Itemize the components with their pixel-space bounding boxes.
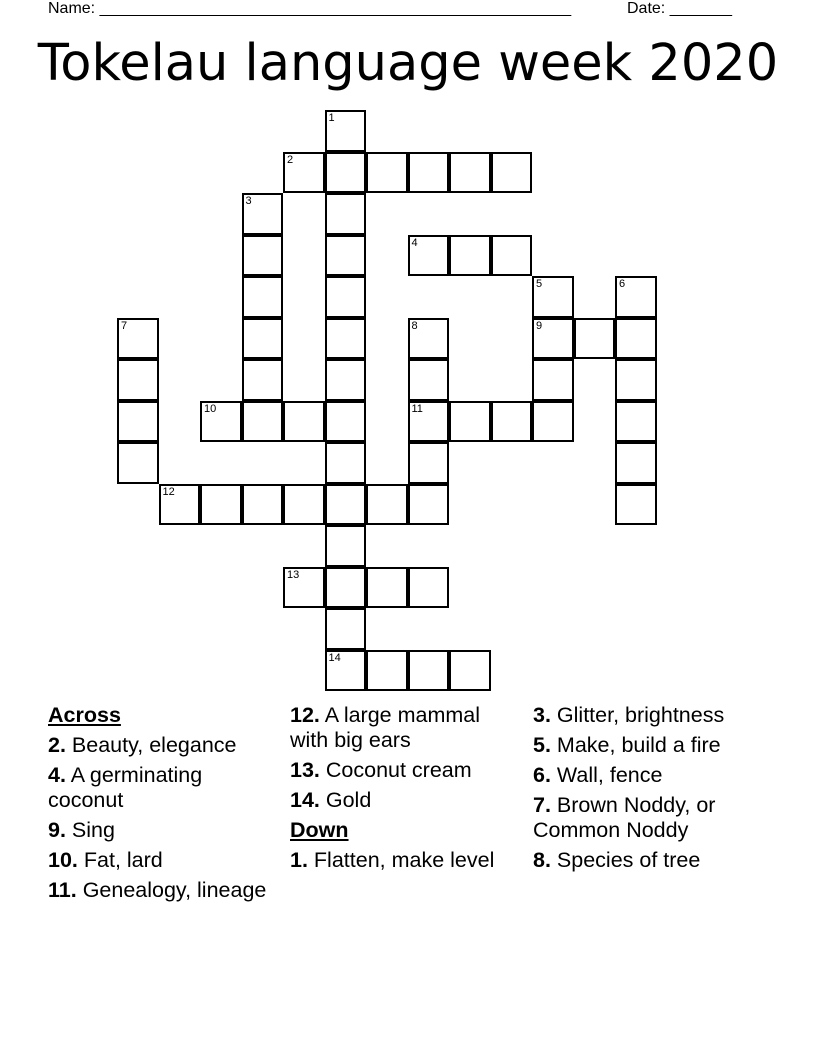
grid-cell[interactable] [283,152,325,194]
clue-number-label: 1 [328,112,335,124]
clue-across-13 [290,758,515,783]
clue-number: 13. [290,758,320,782]
clue-text: Brown Noddy, or Common Noddy [533,793,716,842]
grid-cell[interactable] [408,152,450,194]
grid-cell[interactable] [325,318,367,360]
grid-cell[interactable] [242,401,284,443]
grid-cell[interactable] [532,401,574,443]
date-field-line[interactable]: Date: _______ [627,0,732,17]
grid-cell[interactable] [615,318,657,360]
grid-cell[interactable] [283,401,325,443]
grid-cell[interactable] [449,401,491,443]
grid-cell[interactable] [366,152,408,194]
clue-text: Gold [325,788,372,812]
grid-cell[interactable] [449,650,491,692]
grid-cell[interactable] [532,318,574,360]
grid-cell[interactable] [117,401,159,443]
clue-text: Wall, fence [556,763,663,787]
grid-cell[interactable] [325,608,367,650]
grid-cell[interactable] [200,484,242,526]
grid-cell[interactable] [615,442,657,484]
clue-number: 1. [290,848,308,872]
across-heading: Across [48,703,121,727]
clue-across-2 [48,733,273,758]
grid-cell[interactable] [283,484,325,526]
grid-cell[interactable] [242,484,284,526]
grid-cell[interactable] [242,193,284,235]
clue-across-10 [48,848,273,873]
clue-number: 9. [48,818,66,842]
grid-cell[interactable] [242,359,284,401]
grid-cell[interactable] [242,318,284,360]
grid-cell[interactable] [242,235,284,277]
clue-text: Species of tree [556,848,701,872]
clue-number: 3. [533,703,551,727]
grid-cell[interactable] [117,359,159,401]
page-title: Tokelau language week 2020 [37,34,779,93]
clue-across-14 [290,788,515,813]
grid-cell[interactable] [408,484,450,526]
clue-down-5 [533,733,793,758]
grid-cell[interactable] [408,235,450,277]
clue-number: 4. [48,763,66,787]
grid-cell[interactable] [283,567,325,609]
clue-number-label: 6 [619,278,626,290]
clue-down-8 [533,848,793,873]
clue-across-12 [290,703,515,753]
grid-cell[interactable] [408,442,450,484]
grid-cell[interactable] [491,401,533,443]
grid-cell[interactable] [574,318,616,360]
grid-cell[interactable] [532,276,574,318]
clue-number: 6. [533,763,551,787]
grid-cell[interactable] [615,484,657,526]
clue-text: Glitter, brightness [556,703,725,727]
grid-cell[interactable] [366,650,408,692]
clue-number-label: 8 [411,319,418,332]
grid-cell[interactable] [159,484,201,526]
grid-cell[interactable] [615,359,657,401]
clue-down-1 [290,848,515,873]
clue-number-label: 7 [121,319,128,332]
clue-number-label: 2 [287,153,294,166]
clue-number-label: 9 [536,319,543,332]
grid-cell[interactable] [325,484,367,526]
clue-text: Make, build a fire [556,733,721,757]
grid-cell[interactable] [325,152,367,194]
clues-column-3 [533,703,793,878]
grid-cell[interactable] [242,276,284,318]
grid-cell[interactable] [325,359,367,401]
grid-cell[interactable] [615,276,657,318]
down-heading: Down [290,818,349,842]
clue-number-label: 13 [287,568,300,581]
clue-text: A germinating coconut [48,763,203,812]
grid-cell[interactable] [408,318,450,360]
clue-number: 7. [533,793,551,817]
grid-cell[interactable] [532,359,574,401]
grid-cell[interactable] [325,193,367,235]
name-field-line[interactable]: Name: _____________________________________________________ [48,0,572,17]
grid-cell[interactable] [491,152,533,194]
grid-cell[interactable] [325,650,367,692]
grid-cell[interactable] [325,567,367,609]
clue-number: 8. [533,848,551,872]
grid-cell[interactable] [408,401,450,443]
clue-number: 10. [48,848,78,872]
clue-text: Fat, lard [83,848,163,872]
grid-cell[interactable] [491,235,533,277]
grid-cell[interactable] [325,110,367,152]
clue-across-9 [48,818,273,843]
clue-number: 2. [48,733,66,757]
grid-cell[interactable] [117,318,159,360]
clue-number: 12. [290,703,320,727]
clue-number: 11. [48,878,77,902]
clue-number-label: 4 [411,236,418,249]
grid-cell[interactable] [408,359,450,401]
grid-cell[interactable] [615,401,657,443]
grid-cell[interactable] [325,442,367,484]
clues-column-1 [48,703,273,908]
grid-cell[interactable] [449,235,491,277]
clue-number-label: 12 [162,485,175,498]
clue-text: Sing [71,818,115,842]
clues-column-2 [290,703,515,878]
grid-cell[interactable] [325,235,367,277]
clue-text: Coconut cream [325,758,472,782]
clue-number: 14. [290,788,320,812]
clue-text: Flatten, make level [313,848,495,872]
clue-across-11 [48,878,273,903]
clue-down-7 [533,793,793,843]
grid-cell[interactable] [325,525,367,567]
clue-across-4 [48,763,273,813]
grid-cell[interactable] [366,567,408,609]
grid-cell[interactable] [449,152,491,194]
clue-number-label: 3 [245,195,252,207]
grid-cell[interactable] [117,442,159,484]
clue-number-label: 14 [328,651,341,664]
grid-cell[interactable] [325,276,367,318]
grid-cell[interactable] [325,401,367,443]
clue-number-label: 10 [204,402,217,415]
clue-text: A large mammal with big ears [290,703,481,752]
clue-number-label: 5 [536,278,543,290]
clue-number: 5. [533,733,551,757]
clue-down-3 [533,703,793,728]
clue-text: Genealogy, lineage [82,878,267,902]
clue-number-label: 11 [411,402,423,415]
clue-down-6 [533,763,793,788]
grid-cell[interactable] [200,401,242,443]
grid-cell[interactable] [408,567,450,609]
grid-cell[interactable] [408,650,450,692]
clue-text: Beauty, elegance [71,733,237,757]
grid-cell[interactable] [366,484,408,526]
